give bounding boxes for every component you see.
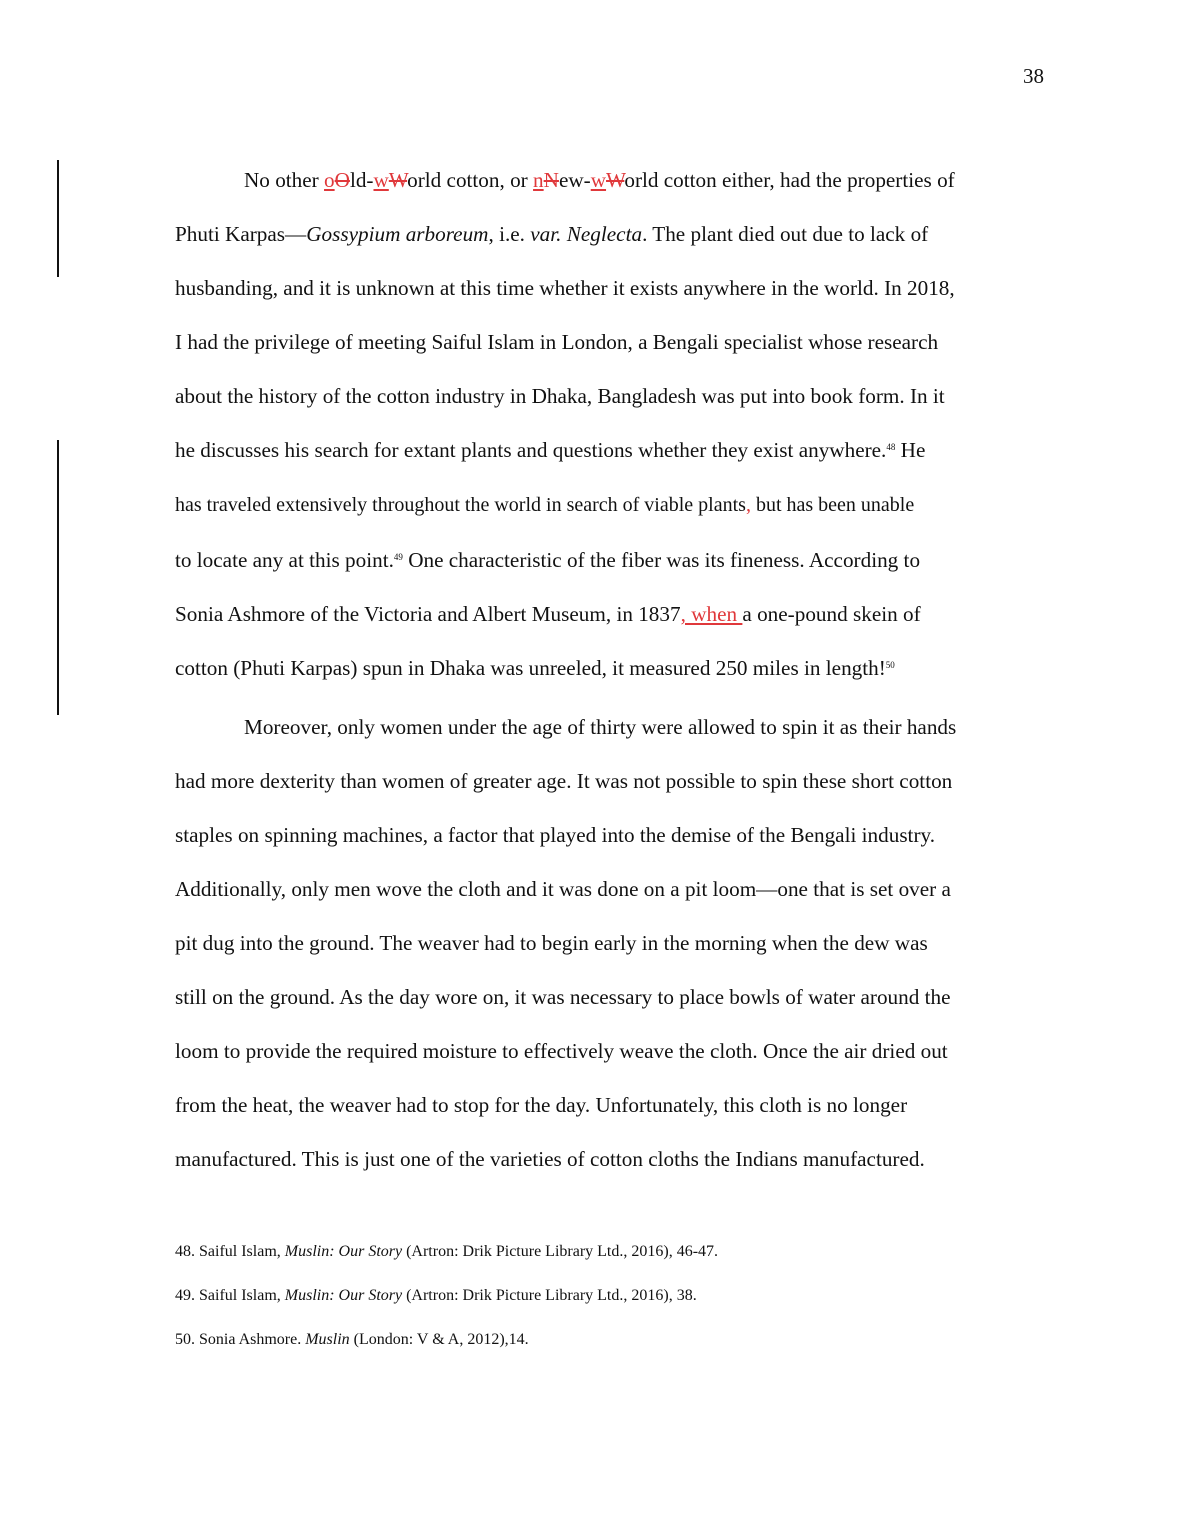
text-run: . The plant died out due to lack of [642, 222, 929, 246]
text-run: orld cotton, or [407, 168, 534, 192]
footnote-text: (Artron: Drik Picture Library Ltd., 2016), 46-47. [402, 1243, 719, 1260]
text-line [244, 168, 955, 193]
text-run: has traveled extensively throughout the world in search of viable plants [175, 494, 746, 516]
text-line: Additionally, only men wove the cloth and it was done on a pit loom—one that is set over a [175, 877, 951, 901]
text-run: a one-pound skein of [742, 602, 921, 626]
text-line [175, 656, 895, 681]
text-run: to locate any at this point. [175, 548, 394, 572]
text-run: One characteristic of the fiber was its fineness. According to [402, 548, 921, 572]
text-run: orld cotton either, had the properties of [624, 168, 955, 192]
change-bar [57, 440, 59, 715]
tracked-insertion: w [373, 168, 389, 192]
tracked-deletion: N [543, 168, 559, 192]
footnote [175, 1331, 529, 1349]
page-number: 38 [1023, 64, 1044, 88]
text-line [175, 438, 925, 463]
change-bar [57, 160, 59, 277]
text-line: Moreover, only women under the age of thirty were allowed to spin it as their hands [244, 715, 957, 739]
italic-term: var. Neglecta [530, 222, 643, 246]
text-line [175, 602, 921, 627]
text-run: Phuti Karpas— [175, 222, 307, 246]
text-run: , i.e. [488, 222, 531, 246]
text-line: still on the ground. As the day wore on, it was necessary to place bowls of water around the [175, 985, 951, 1009]
footnote-text: 48. Saiful Islam, [175, 1243, 285, 1260]
footnote-title: Muslin: Our Story [284, 1287, 403, 1304]
tracked-insertion: n [533, 168, 544, 192]
text-line: pit dug into the ground. The weaver had to begin early in the morning when the dew was [175, 931, 928, 955]
footnote-ref[interactable]: 50 [885, 660, 895, 670]
text-run: but has been unable [750, 494, 915, 516]
text-run: Sonia Ashmore of the Victoria and Albert Museum, in 1837 [175, 602, 681, 626]
text-run: ld- [349, 168, 374, 192]
text-line: husbanding, and it is unknown at this time whether it exists anywhere in the world. In 2018, [175, 276, 955, 300]
footnote-ref[interactable]: 48 [886, 442, 896, 452]
footnote-ref[interactable]: 49 [393, 552, 403, 562]
footnote [175, 1243, 718, 1261]
text-line: manufactured. This is just one of the varieties of cotton cloths the Indians manufactured. [175, 1147, 925, 1171]
tracked-deletion: W [388, 168, 408, 192]
text-line: loom to provide the required moisture to effectively weave the cloth. Once the air dried out [175, 1039, 948, 1063]
italic-term: Gossypium arboreum [306, 222, 489, 246]
footnote-title: Muslin [305, 1331, 350, 1348]
tracked-insertion: , [745, 494, 751, 516]
tracked-insertion: o [324, 168, 335, 192]
tracked-insertion: w [590, 168, 607, 192]
text-line: staples on spinning machines, a factor that played into the demise of the Bengali industry. [175, 823, 936, 847]
text-run: No other [244, 168, 325, 192]
footnote-text: 50. Sonia Ashmore. [175, 1331, 306, 1348]
text-run: cotton (Phuti Karpas) spun in Dhaka was unreeled, it measured 250 miles in length! [175, 656, 886, 680]
text-line [175, 494, 914, 517]
tracked-insertion: , when [680, 602, 743, 626]
text-line [175, 548, 920, 573]
footnote-text: (London: V & A, 2012),14. [349, 1331, 529, 1348]
tracked-deletion: O [334, 168, 350, 192]
footnote-title: Muslin: Our Story [284, 1243, 403, 1260]
text-run: he discusses his search for extant plants and questions whether they exist anywhere. [175, 438, 887, 462]
footnote [175, 1287, 697, 1305]
text-run: ew- [558, 168, 591, 192]
tracked-deletion: W [606, 168, 625, 192]
footnote-text: (Artron: Drik Picture Library Ltd., 2016), 38. [402, 1287, 697, 1304]
text-line: had more dexterity than women of greater age. It was not possible to spin these short cotton [175, 769, 953, 793]
text-line [175, 222, 928, 247]
footnote-text: 49. Saiful Islam, [175, 1287, 285, 1304]
text-line: I had the privilege of meeting Saiful Islam in London, a Bengali specialist whose research [175, 330, 939, 354]
text-run: He [895, 438, 926, 462]
text-line: about the history of the cotton industry in Dhaka, Bangladesh was put into book form. In it [175, 384, 945, 408]
text-line: from the heat, the weaver had to stop for the day. Unfortunately, this cloth is no longer [175, 1093, 908, 1117]
